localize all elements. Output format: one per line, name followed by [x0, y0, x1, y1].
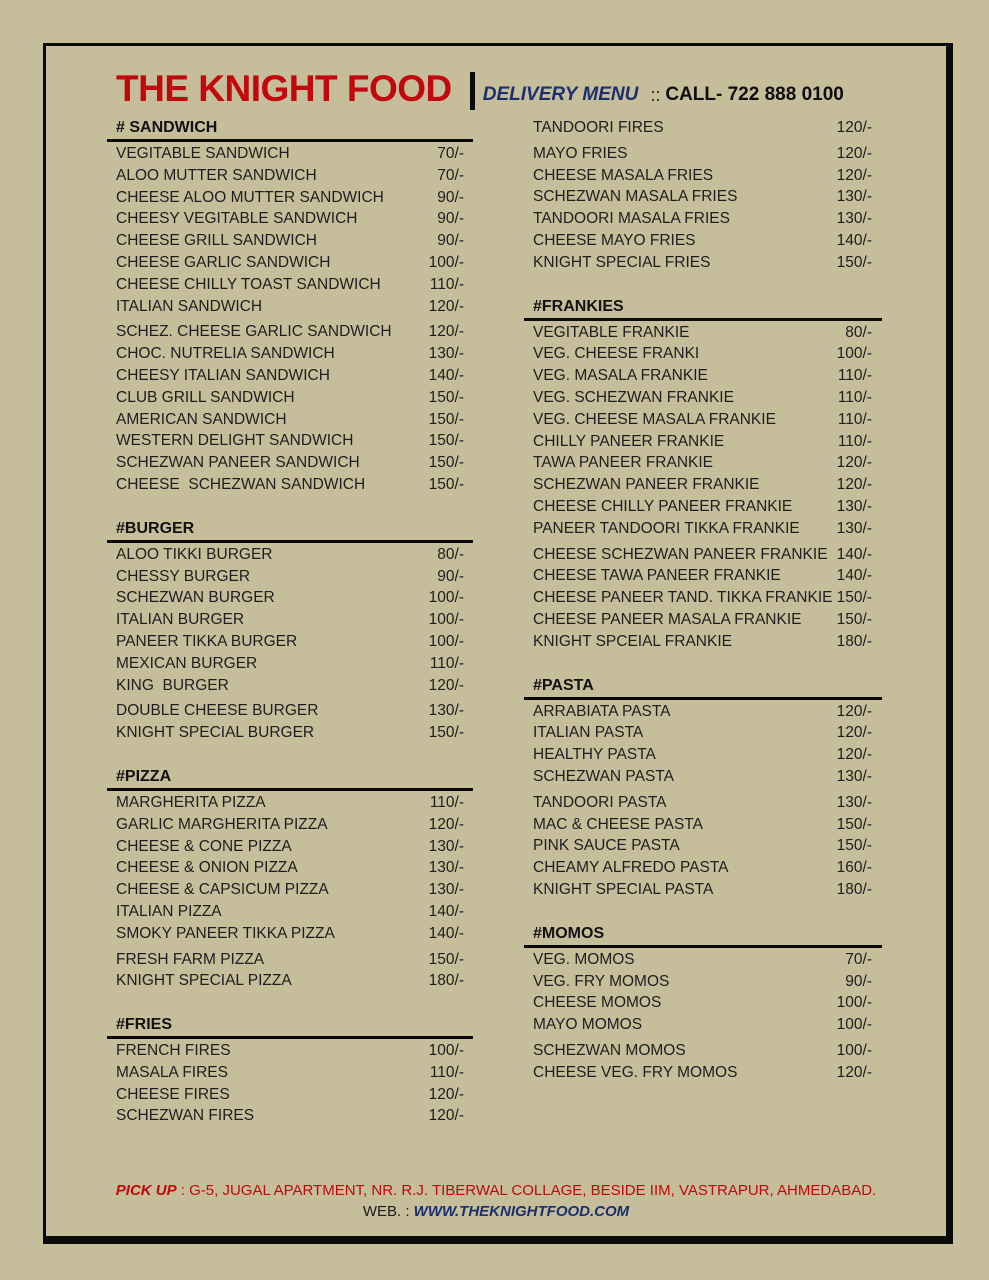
- section-title: #FRIES: [116, 1016, 173, 1034]
- spacer: [524, 901, 882, 923]
- menu-item-price: 100/-: [428, 611, 464, 629]
- spacer: [524, 274, 882, 296]
- menu-item-price: 140/-: [836, 567, 872, 585]
- menu-item-name: SCHEZWAN FIRES: [116, 1107, 255, 1125]
- menu-item-name: SMOKY PANEER TIKKA PIZZA: [116, 924, 335, 942]
- menu-item-name: CHEESE MASALA FRIES: [533, 166, 714, 184]
- menu-item-price: 120/-: [836, 1063, 872, 1081]
- menu-item-price: 90/-: [437, 232, 464, 250]
- menu-item: [524, 835, 882, 857]
- section-divider: [107, 788, 473, 791]
- menu-item-name: CHEESY VEGITABLE SANDWICH: [116, 210, 358, 228]
- menu-item: [524, 609, 882, 631]
- menu-item: [524, 857, 882, 879]
- menu-item-price: 120/-: [836, 702, 872, 720]
- menu-item-price: 150/-: [428, 454, 464, 472]
- menu-item-price: 130/-: [428, 702, 464, 720]
- menu-item-price: 130/-: [836, 210, 872, 228]
- section-title: #BURGER: [116, 519, 195, 537]
- section-divider: [524, 697, 882, 700]
- menu-item: [107, 949, 473, 971]
- menu-item-price: 70/-: [437, 145, 464, 162]
- menu-item: [107, 722, 473, 744]
- menu-item-name: VEG. SCHEZWAN FRANKIE: [533, 388, 734, 406]
- menu-item-price: 90/-: [437, 210, 464, 228]
- menu-item-price: 180/-: [428, 972, 464, 990]
- menu-item-name: MARGHERITA PIZZA: [116, 793, 266, 811]
- menu-item-price: 110/-: [429, 793, 464, 811]
- menu-item: [524, 544, 882, 566]
- menu-item-price: 110/-: [837, 388, 872, 406]
- section-burger: [107, 518, 473, 744]
- delivery-menu-label: DELIVERY MENU: [482, 84, 639, 105]
- menu-item: [524, 744, 882, 766]
- menu-item-price: 100/-: [836, 1041, 872, 1059]
- menu-item: [107, 208, 473, 230]
- menu-item-price: 80/-: [845, 323, 872, 341]
- menu-item-name: SCHEZWAN PANEER FRANKIE: [533, 476, 760, 494]
- menu-item-name: PANEER TANDOORI TIKKA FRANKIE: [533, 519, 800, 537]
- section-pasta: [524, 675, 882, 901]
- menu-item: [107, 143, 473, 165]
- menu-item-price: 120/-: [428, 1107, 464, 1125]
- menu-item-name: DOUBLE CHEESE BURGER: [116, 702, 319, 720]
- menu-item: [107, 675, 473, 697]
- menu-item-price: 150/-: [428, 724, 464, 742]
- menu-item: [107, 343, 473, 365]
- menu-item-name: VEG. CHEESE MASALA FRANKIE: [533, 410, 776, 428]
- menu-item-name: CHEESE SCHEZWAN SANDWICH: [116, 475, 366, 493]
- website-link[interactable]: WWW.THEKNIGHTFOOD.COM: [413, 1203, 630, 1220]
- menu-item-price: 120/-: [836, 746, 872, 764]
- menu-footer: [46, 1180, 946, 1222]
- menu-item: [524, 701, 882, 723]
- menu-item-price: 150/-: [836, 610, 872, 628]
- menu-item-price: 140/-: [428, 366, 464, 384]
- menu-item-price: 110/-: [837, 432, 872, 450]
- menu-item: [107, 1040, 473, 1062]
- menu-item-price: 70/-: [845, 950, 872, 968]
- menu-item-name: SCHEZWAN MOMOS: [533, 1041, 686, 1059]
- menu-item: [524, 343, 882, 365]
- menu-item-name: CLUB GRILL SANDWICH: [116, 388, 295, 406]
- menu-item: [107, 387, 473, 409]
- menu-item-name: MAYO MOMOS: [533, 1016, 643, 1034]
- menu-item: [524, 496, 882, 518]
- menu-item: [524, 365, 882, 387]
- menu-item-price: 130/-: [836, 497, 872, 515]
- header-divider: [470, 72, 475, 110]
- menu-item: [524, 722, 882, 744]
- menu-item: [107, 296, 473, 318]
- menu-item-name: SCHEZWAN MASALA FRIES: [533, 188, 738, 206]
- menu-item-name: ITALIAN BURGER: [116, 611, 245, 629]
- menu-item-price: 100/-: [428, 253, 464, 271]
- menu-item-price: 130/-: [836, 793, 872, 811]
- menu-item-price: 120/-: [836, 166, 872, 184]
- menu-item-name: CHEESE ALOO MUTTER SANDWICH: [116, 188, 384, 206]
- menu-item: [524, 143, 882, 165]
- menu-item-price: 100/-: [428, 589, 464, 607]
- left-column: [107, 117, 473, 1127]
- menu-item-name: FRENCH FIRES: [116, 1042, 231, 1060]
- menu-item: [107, 1062, 473, 1084]
- section-frankies: [524, 296, 882, 653]
- menu-item-price: 120/-: [428, 297, 464, 315]
- section-fries-continued: [524, 117, 882, 274]
- spacer: [107, 744, 473, 766]
- pickup-address-line: [46, 1180, 946, 1201]
- section-title: #FRANKIES: [533, 297, 624, 315]
- header-separator: ::: [650, 84, 661, 105]
- menu-item-name: ITALIAN SANDWICH: [116, 297, 263, 315]
- menu-item: [107, 452, 473, 474]
- menu-item-price: 110/-: [837, 410, 872, 428]
- menu-item-price: 120/-: [836, 724, 872, 742]
- menu-item-price: 150/-: [428, 410, 464, 428]
- menu-item-name: CHEESE GARLIC SANDWICH: [116, 253, 331, 271]
- section-divider: [524, 318, 882, 321]
- menu-item: [107, 230, 473, 252]
- call-number: CALL- 722 888 0100: [665, 84, 844, 105]
- menu-item: [107, 165, 473, 187]
- menu-item-price: 180/-: [836, 880, 872, 898]
- menu-item-price: 130/-: [428, 881, 464, 899]
- menu-item-name: ALOO MUTTER SANDWICH: [116, 166, 317, 184]
- menu-item-price: 150/-: [836, 815, 872, 833]
- menu-item-name: CHEESE & CAPSICUM PIZZA: [116, 881, 329, 899]
- menu-item-name: PANEER TIKKA BURGER: [116, 632, 298, 650]
- menu-item-price: 150/-: [428, 388, 464, 406]
- menu-item: [524, 186, 882, 208]
- menu-item: [107, 653, 473, 675]
- menu-item-name: VEG. MASALA FRANKIE: [533, 367, 708, 385]
- menu-item-name: ITALIAN PASTA: [533, 724, 644, 742]
- menu-item-name: ARRABIATA PASTA: [533, 702, 671, 720]
- menu-item-price: 110/-: [429, 654, 464, 672]
- menu-item: [107, 1105, 473, 1127]
- menu-item: [524, 1014, 882, 1036]
- menu-item-price: 150/-: [428, 432, 464, 450]
- menu-item: [107, 609, 473, 631]
- menu-item-name: KING BURGER: [116, 676, 229, 694]
- brand-title: THE KNIGHT FOOD: [116, 68, 452, 109]
- menu-item: [107, 901, 473, 923]
- menu-item-name: HEALTHY PASTA: [533, 746, 656, 764]
- menu-item-name: PINK SAUCE PASTA: [533, 837, 680, 855]
- menu-item-price: 120/-: [836, 144, 872, 162]
- menu-item-price: 130/-: [836, 188, 872, 206]
- menu-item: [524, 971, 882, 993]
- menu-item-name: SCHEZWAN BURGER: [116, 589, 275, 607]
- menu-item: [524, 409, 882, 431]
- website-line: [46, 1201, 946, 1222]
- menu-item-name: VEG. FRY MOMOS: [533, 972, 670, 990]
- menu-item-name: CHEESE CHILLY PANEER FRANKIE: [533, 497, 793, 515]
- menu-item-price: 150/-: [836, 837, 872, 855]
- menu-item-name: CHEESE VEG. FRY MOMOS: [533, 1063, 738, 1081]
- section-title: #PIZZA: [116, 767, 172, 785]
- menu-item-price: 110/-: [429, 275, 464, 293]
- menu-item: [524, 117, 882, 139]
- menu-item-price: 100/-: [836, 1016, 872, 1034]
- menu-item-name: KNIGHT SPCEIAL FRANKIE: [533, 632, 732, 650]
- menu-item-name: SCHEZWAN PANEER SANDWICH: [116, 454, 360, 472]
- menu-item-price: 120/-: [836, 119, 872, 136]
- right-column: [524, 117, 882, 1083]
- menu-item: [524, 322, 882, 344]
- menu-item-name: ITALIAN PIZZA: [116, 902, 222, 920]
- menu-item: [107, 923, 473, 945]
- menu-item-name: KNIGHT SPECIAL FRIES: [533, 253, 711, 271]
- menu-item-name: CHESSY BURGER: [116, 567, 251, 585]
- menu-item-price: 130/-: [428, 859, 464, 877]
- menu-item-price: 140/-: [428, 924, 464, 942]
- menu-item-name: SCHEZWAN PASTA: [533, 767, 674, 785]
- menu-item-name: VEGITABLE FRANKIE: [533, 323, 690, 341]
- menu-item-price: 140/-: [428, 902, 464, 920]
- menu-item-name: VEG. MOMOS: [533, 950, 635, 968]
- menu-item: [107, 1084, 473, 1106]
- menu-item: [524, 792, 882, 814]
- menu-item: [524, 518, 882, 540]
- menu-item: [524, 992, 882, 1014]
- menu-item-price: 150/-: [836, 589, 872, 607]
- menu-item: [107, 430, 473, 452]
- menu-item-name: VEGITABLE SANDWICH: [116, 145, 290, 162]
- menu-item-price: 140/-: [836, 231, 872, 249]
- menu-item: [107, 321, 473, 343]
- menu-item-price: 130/-: [836, 767, 872, 785]
- web-label: WEB. :: [362, 1203, 414, 1220]
- menu-item: [107, 365, 473, 387]
- section-divider: [107, 139, 473, 142]
- section-pizza: [107, 766, 473, 992]
- menu-item-name: CHEESE MOMOS: [533, 994, 662, 1012]
- menu-item: [524, 587, 882, 609]
- menu-item-name: GARLIC MARGHERITA PIZZA: [116, 815, 328, 833]
- menu-item: [107, 814, 473, 836]
- menu-item-name: FRESH FARM PIZZA: [116, 950, 265, 968]
- menu-item: [524, 474, 882, 496]
- menu-item-name: TANDOORI FIRES: [533, 119, 664, 136]
- menu-item-price: 130/-: [428, 837, 464, 855]
- menu-item-price: 120/-: [428, 815, 464, 833]
- menu-item-name: WESTERN DELIGHT SANDWICH: [116, 432, 354, 450]
- menu-item-price: 130/-: [428, 345, 464, 363]
- section-title: #PASTA: [533, 676, 594, 694]
- menu-item: [107, 474, 473, 496]
- menu-item-name: AMERICAN SANDWICH: [116, 410, 287, 428]
- menu-item: [524, 565, 882, 587]
- menu-item: [107, 587, 473, 609]
- menu-item-price: 180/-: [836, 632, 872, 650]
- menu-item-name: CHEESE & CONE PIZZA: [116, 837, 292, 855]
- menu-item: [524, 452, 882, 474]
- section-sandwich: [107, 117, 473, 496]
- menu-item: [107, 274, 473, 296]
- menu-item: [524, 766, 882, 788]
- menu-item-price: 90/-: [845, 972, 872, 990]
- menu-item: [107, 566, 473, 588]
- menu-item: [524, 949, 882, 971]
- section-title: # SANDWICH: [116, 119, 218, 136]
- menu-item-name: MAYO FRIES: [533, 144, 628, 162]
- menu-item-price: 120/-: [836, 454, 872, 472]
- menu-item: [524, 1062, 882, 1084]
- menu-item-price: 90/-: [437, 188, 464, 206]
- menu-item-name: KNIGHT SPECIAL PIZZA: [116, 972, 292, 990]
- menu-item-name: CHILLY PANEER FRANKIE: [533, 432, 725, 450]
- menu-item-price: 100/-: [836, 345, 872, 363]
- menu-item: [524, 252, 882, 274]
- section-title: #MOMOS: [533, 924, 605, 942]
- section-divider: [524, 945, 882, 948]
- menu-item: [524, 814, 882, 836]
- menu-item: [524, 208, 882, 230]
- menu-item-price: 150/-: [428, 950, 464, 968]
- section-fries: [107, 1014, 473, 1127]
- menu-item-name: CHEESE FIRES: [116, 1085, 230, 1103]
- menu-item-price: 80/-: [437, 545, 464, 563]
- menu-item-name: CHEESE & ONION PIZZA: [116, 859, 298, 877]
- menu-item-name: CHEESE CHILLY TOAST SANDWICH: [116, 275, 381, 293]
- menu-item: [107, 544, 473, 566]
- menu-item-name: TANDOORI PASTA: [533, 793, 667, 811]
- section-divider: [107, 540, 473, 543]
- menu-item-price: 160/-: [836, 859, 872, 877]
- menu-item-name: TANDOORI MASALA FRIES: [533, 210, 730, 228]
- menu-item-name: CHEESE PANEER MASALA FRANKIE: [533, 610, 802, 628]
- menu-item-price: 110/-: [429, 1063, 464, 1081]
- menu-item-name: CHEESE PANEER TAND. TIKKA FRANKIE: [533, 589, 833, 607]
- section-divider: [107, 1036, 473, 1039]
- menu-item-name: MASALA FIRES: [116, 1063, 228, 1081]
- menu-item-price: 100/-: [428, 1042, 464, 1060]
- menu-item: [107, 836, 473, 858]
- menu-item-name: MEXICAN BURGER: [116, 654, 258, 672]
- menu-item-name: KNIGHT SPECIAL PASTA: [533, 880, 714, 898]
- menu-item: [524, 230, 882, 252]
- menu-item-name: SCHEZ. CHEESE GARLIC SANDWICH: [116, 323, 392, 341]
- spacer: [524, 653, 882, 675]
- menu-item-name: CHEESY ITALIAN SANDWICH: [116, 366, 330, 384]
- menu-item-name: ALOO TIKKI BURGER: [116, 545, 273, 563]
- menu-item: [107, 700, 473, 722]
- menu-item-name: TAWA PANEER FRANKIE: [533, 454, 713, 472]
- pickup-label: PICK UP: [115, 1182, 177, 1199]
- menu-item-price: 120/-: [428, 1085, 464, 1103]
- menu-item: [524, 431, 882, 453]
- menu-item: [107, 857, 473, 879]
- spacer: [107, 496, 473, 518]
- menu-item-price: 90/-: [437, 567, 464, 585]
- menu-item-name: CHOC. NUTRELIA SANDWICH: [116, 345, 335, 363]
- menu-item-price: 120/-: [836, 476, 872, 494]
- menu-item-price: 150/-: [428, 475, 464, 493]
- menu-item: [107, 187, 473, 209]
- menu-item-name: CHEESE TAWA PANEER FRANKIE: [533, 567, 781, 585]
- menu-item-price: 120/-: [428, 676, 464, 694]
- menu-item-price: 110/-: [837, 367, 872, 385]
- menu-item: [107, 792, 473, 814]
- menu-item-price: 140/-: [836, 545, 872, 563]
- menu-item: [107, 631, 473, 653]
- menu-item: [107, 409, 473, 431]
- menu-item-price: 120/-: [428, 323, 464, 341]
- menu-item-price: 100/-: [836, 994, 872, 1012]
- menu-item-name: KNIGHT SPECIAL BURGER: [116, 724, 315, 742]
- menu-item-price: 130/-: [836, 519, 872, 537]
- menu-item: [107, 970, 473, 992]
- spacer: [107, 992, 473, 1014]
- menu-item: [524, 387, 882, 409]
- menu-item: [524, 879, 882, 901]
- menu-item-name: MAC & CHEESE PASTA: [533, 815, 703, 833]
- menu-item-name: CHEESE GRILL SANDWICH: [116, 232, 317, 250]
- pickup-address: : G-5, JUGAL APARTMENT, NR. R.J. TIBERWAL COLLAGE, BESIDE IIM, VASTRAPUR, AHMEDABAD.: [176, 1182, 877, 1199]
- menu-item-price: 100/-: [428, 632, 464, 650]
- menu-item: [524, 165, 882, 187]
- menu-item-price: 150/-: [836, 253, 872, 271]
- section-momos: [524, 923, 882, 1084]
- menu-item-name: CHEESE MAYO FRIES: [533, 231, 696, 249]
- menu-item: [524, 631, 882, 653]
- menu-item: [107, 879, 473, 901]
- menu-item-price: 70/-: [437, 166, 464, 184]
- menu-item-name: CHEESE SCHEZWAN PANEER FRANKIE: [533, 545, 828, 563]
- menu-item-name: CHEAMY ALFREDO PASTA: [533, 859, 729, 877]
- menu-item: [107, 252, 473, 274]
- menu-header: [116, 64, 844, 114]
- menu-item-name: VEG. CHEESE FRANKI: [533, 345, 700, 363]
- menu-item: [524, 1040, 882, 1062]
